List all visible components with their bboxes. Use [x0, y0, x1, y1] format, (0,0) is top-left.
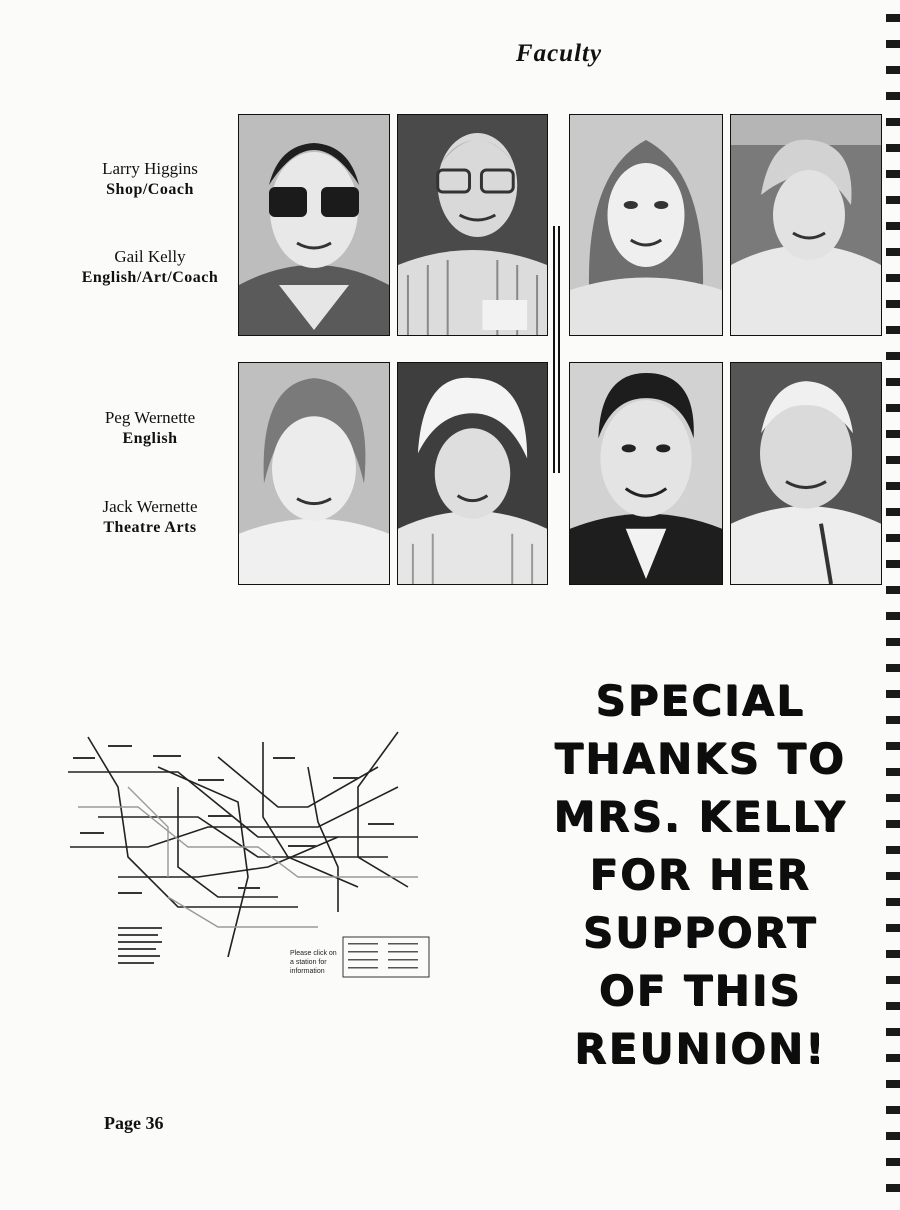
- faculty-role: English/Art/Coach: [81, 269, 219, 286]
- faculty-name: Gail Kelly: [114, 247, 186, 266]
- column-divider: [553, 226, 561, 473]
- faculty-role: Shop/Coach: [106, 181, 194, 198]
- photo-jack-wernette-then: [569, 362, 723, 585]
- page-title: Faculty: [515, 40, 603, 67]
- map-caption-line: information: [290, 968, 325, 975]
- photo-gail-kelly-then: [569, 114, 723, 336]
- subway-map-image: [58, 727, 430, 983]
- photo-larry-higgins-now: [397, 114, 548, 336]
- spiral-binding: [886, 0, 900, 1210]
- faculty-name: Peg Wernette: [104, 408, 196, 427]
- thanks-line: OF THIS: [598, 966, 802, 1015]
- photo-larry-higgins-then: [238, 114, 390, 336]
- photo-jack-wernette-now: [730, 362, 882, 585]
- faculty-caption-peg-wernette: [40, 407, 260, 449]
- map-caption-line: Please click on: [290, 950, 337, 957]
- special-thanks-message: [520, 672, 880, 1078]
- faculty-name: Jack Wernette: [102, 497, 198, 516]
- map-caption-line: a station for: [290, 959, 327, 966]
- thanks-line: SPECIAL: [595, 676, 805, 725]
- photo-peg-wernette-now: [397, 362, 548, 585]
- faculty-caption-gail-kelly: [40, 246, 260, 288]
- faculty-role: English: [122, 430, 178, 447]
- faculty-caption-larry-higgins: [40, 158, 260, 200]
- photo-gail-kelly-now: [730, 114, 882, 336]
- thanks-line: MRS. KELLY: [553, 792, 847, 841]
- faculty-name: Larry Higgins: [102, 159, 198, 178]
- thanks-line: REUNION!: [574, 1024, 826, 1073]
- faculty-caption-jack-wernette: [40, 496, 260, 538]
- page-number: Page 36: [104, 1113, 164, 1133]
- photo-peg-wernette-then: [238, 362, 390, 585]
- thanks-line: FOR HER: [589, 850, 811, 899]
- thanks-line: THANKS TO: [554, 734, 846, 783]
- thanks-line: SUPPORT: [582, 908, 818, 957]
- faculty-role: Theatre Arts: [103, 519, 197, 536]
